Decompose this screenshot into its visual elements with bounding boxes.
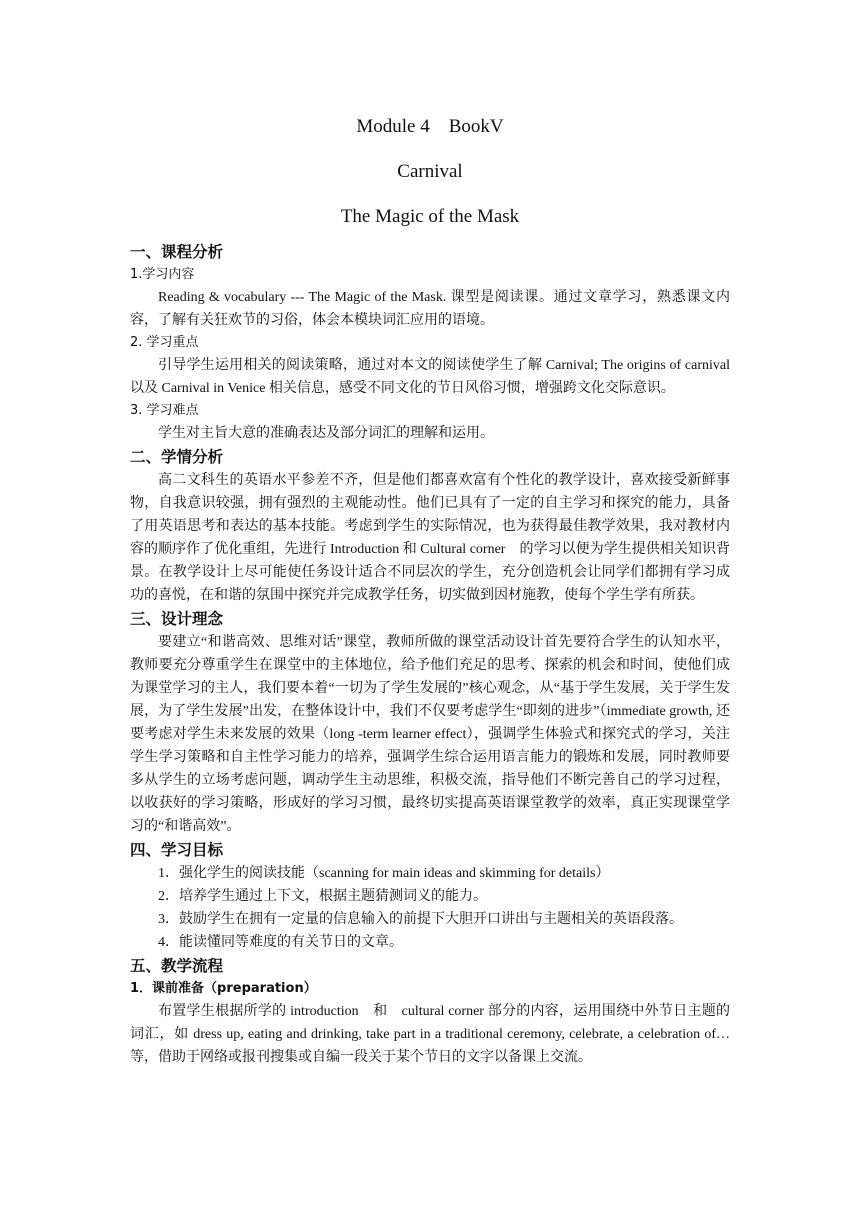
subheading-key-points: 2. 学习重点 [130,335,199,350]
lesson-title: The Magic of the Mask [340,206,520,227]
subheading-difficulties: 3. 学习难点 [130,403,199,418]
document-page [130,112,730,1069]
section-heading-teaching-process: 五、教学流程 [130,957,224,975]
unit-title: Carnival [397,161,463,182]
module-title: Module 4 BookV [356,116,504,137]
paragraph-learner-analysis: 高二文科生的英语水平参差不齐，但是他们都喜欢富有个性化的教学设计，喜欢接受新鲜事物，自我意识较强，拥有强烈的主观能动性。他们已具有了一定的自主学习和探究的能力，具备了用英语思考和表达的基本技能。考虑到学生的实际情况，也为获得最佳教学效果，我对教材内容的顺序作了优化重组，先进行 Introduction 和 Cultural corner 的学习以便为学生提供相关知识背景。在教学设计上尽可能使任务设计适合不同层次的学生，充分创造机会让同学们都拥有学习成功的喜悦，在和谐的氛围中探究并完成教学任务，切实做到因材施教，使每个学生学有所获。 [130,473,730,603]
section-heading-learner-analysis: 二、学情分析 [130,448,224,466]
paragraph-difficulties: 学生对主旨大意的准确表达及部分词汇的理解和运用。 [158,426,494,441]
objective-item: 3．鼓励学生在拥有一定量的信息输入的前提下大胆开口讲出与主题相关的英语段落。 [158,912,683,927]
section-heading-learning-objectives: 四、学习目标 [130,841,224,859]
objective-item: 1．强化学生的阅读技能（scanning for main ideas and skimming for details） [158,866,610,881]
section-heading-design-concept: 三、设计理念 [130,610,224,628]
paragraph-key-points: 引导学生运用相关的阅读策略，通过对本文的阅读使学生了解 Carnival; The origins of carnival 以及 Carnival in Venice 相关信息，感受不同文化的节日风俗习惯，增强跨文化交际意识。 [130,358,730,396]
objective-item: 2．培养学生通过上下文，根据主题猜测词义的能力。 [158,889,487,904]
paragraph-preparation: 布置学生根据所学的 introduction 和 cultural corner 部分的内容，运用围绕中外节日主题的词汇，如 dress up, eating and drinking, take part in a traditional ceremony, celebrate, a celebration of… 等，借助于网络或报刊搜集或自编一段关于某个节日的文字以备课上交流。 [130,1004,730,1065]
paragraph-design-concept: 要建立“和谐高效、思维对话”课堂，教师所做的课堂活动设计首先要符合学生的认知水平，教师要充分尊重学生在课堂中的主体地位，给予他们充足的思考、探索的机会和时间，使他们成为课堂学习的主人，我们要本着“一切为了学生发展的”核心观念，从“基于学生发展，关于学生发展，为了学生发展”出发，在整体设计中，我们不仅要考虑学生“即刻的进步”（immediate growth, 还要考虑对学生未来发展的效果（long -term learner effect），强调学生体验式和探究式的学习，关注学生学习策略和自主性学习能力的培养，强调学生综合运用语言能力的锻炼和发展，同时教师要多从学生的立场考虑问题，调动学生主动思维，积极交流，指导他们不断完善自己的学习过程，以收获好的学习策略，形成好的学习习惯，最终切实提高英语课堂教学的效率，真正实现课堂学习的“和谐高效”。 [130,635,730,834]
subheading-preparation: 1．课前准备（preparation） [130,981,317,996]
objective-item: 4．能读懂同等难度的有关节日的文章。 [158,935,403,950]
section-heading-course-analysis: 一、课程分析 [130,243,224,261]
paragraph-learning-content: Reading & vocabulary --- The Magic of the Mask. 课型是阅读课。通过文章学习，熟悉课文内容，了解有关狂欢节的习俗，体会本模块词汇应用的语境。 [130,290,730,328]
subheading-learning-content: 1.学习内容 [130,267,195,282]
